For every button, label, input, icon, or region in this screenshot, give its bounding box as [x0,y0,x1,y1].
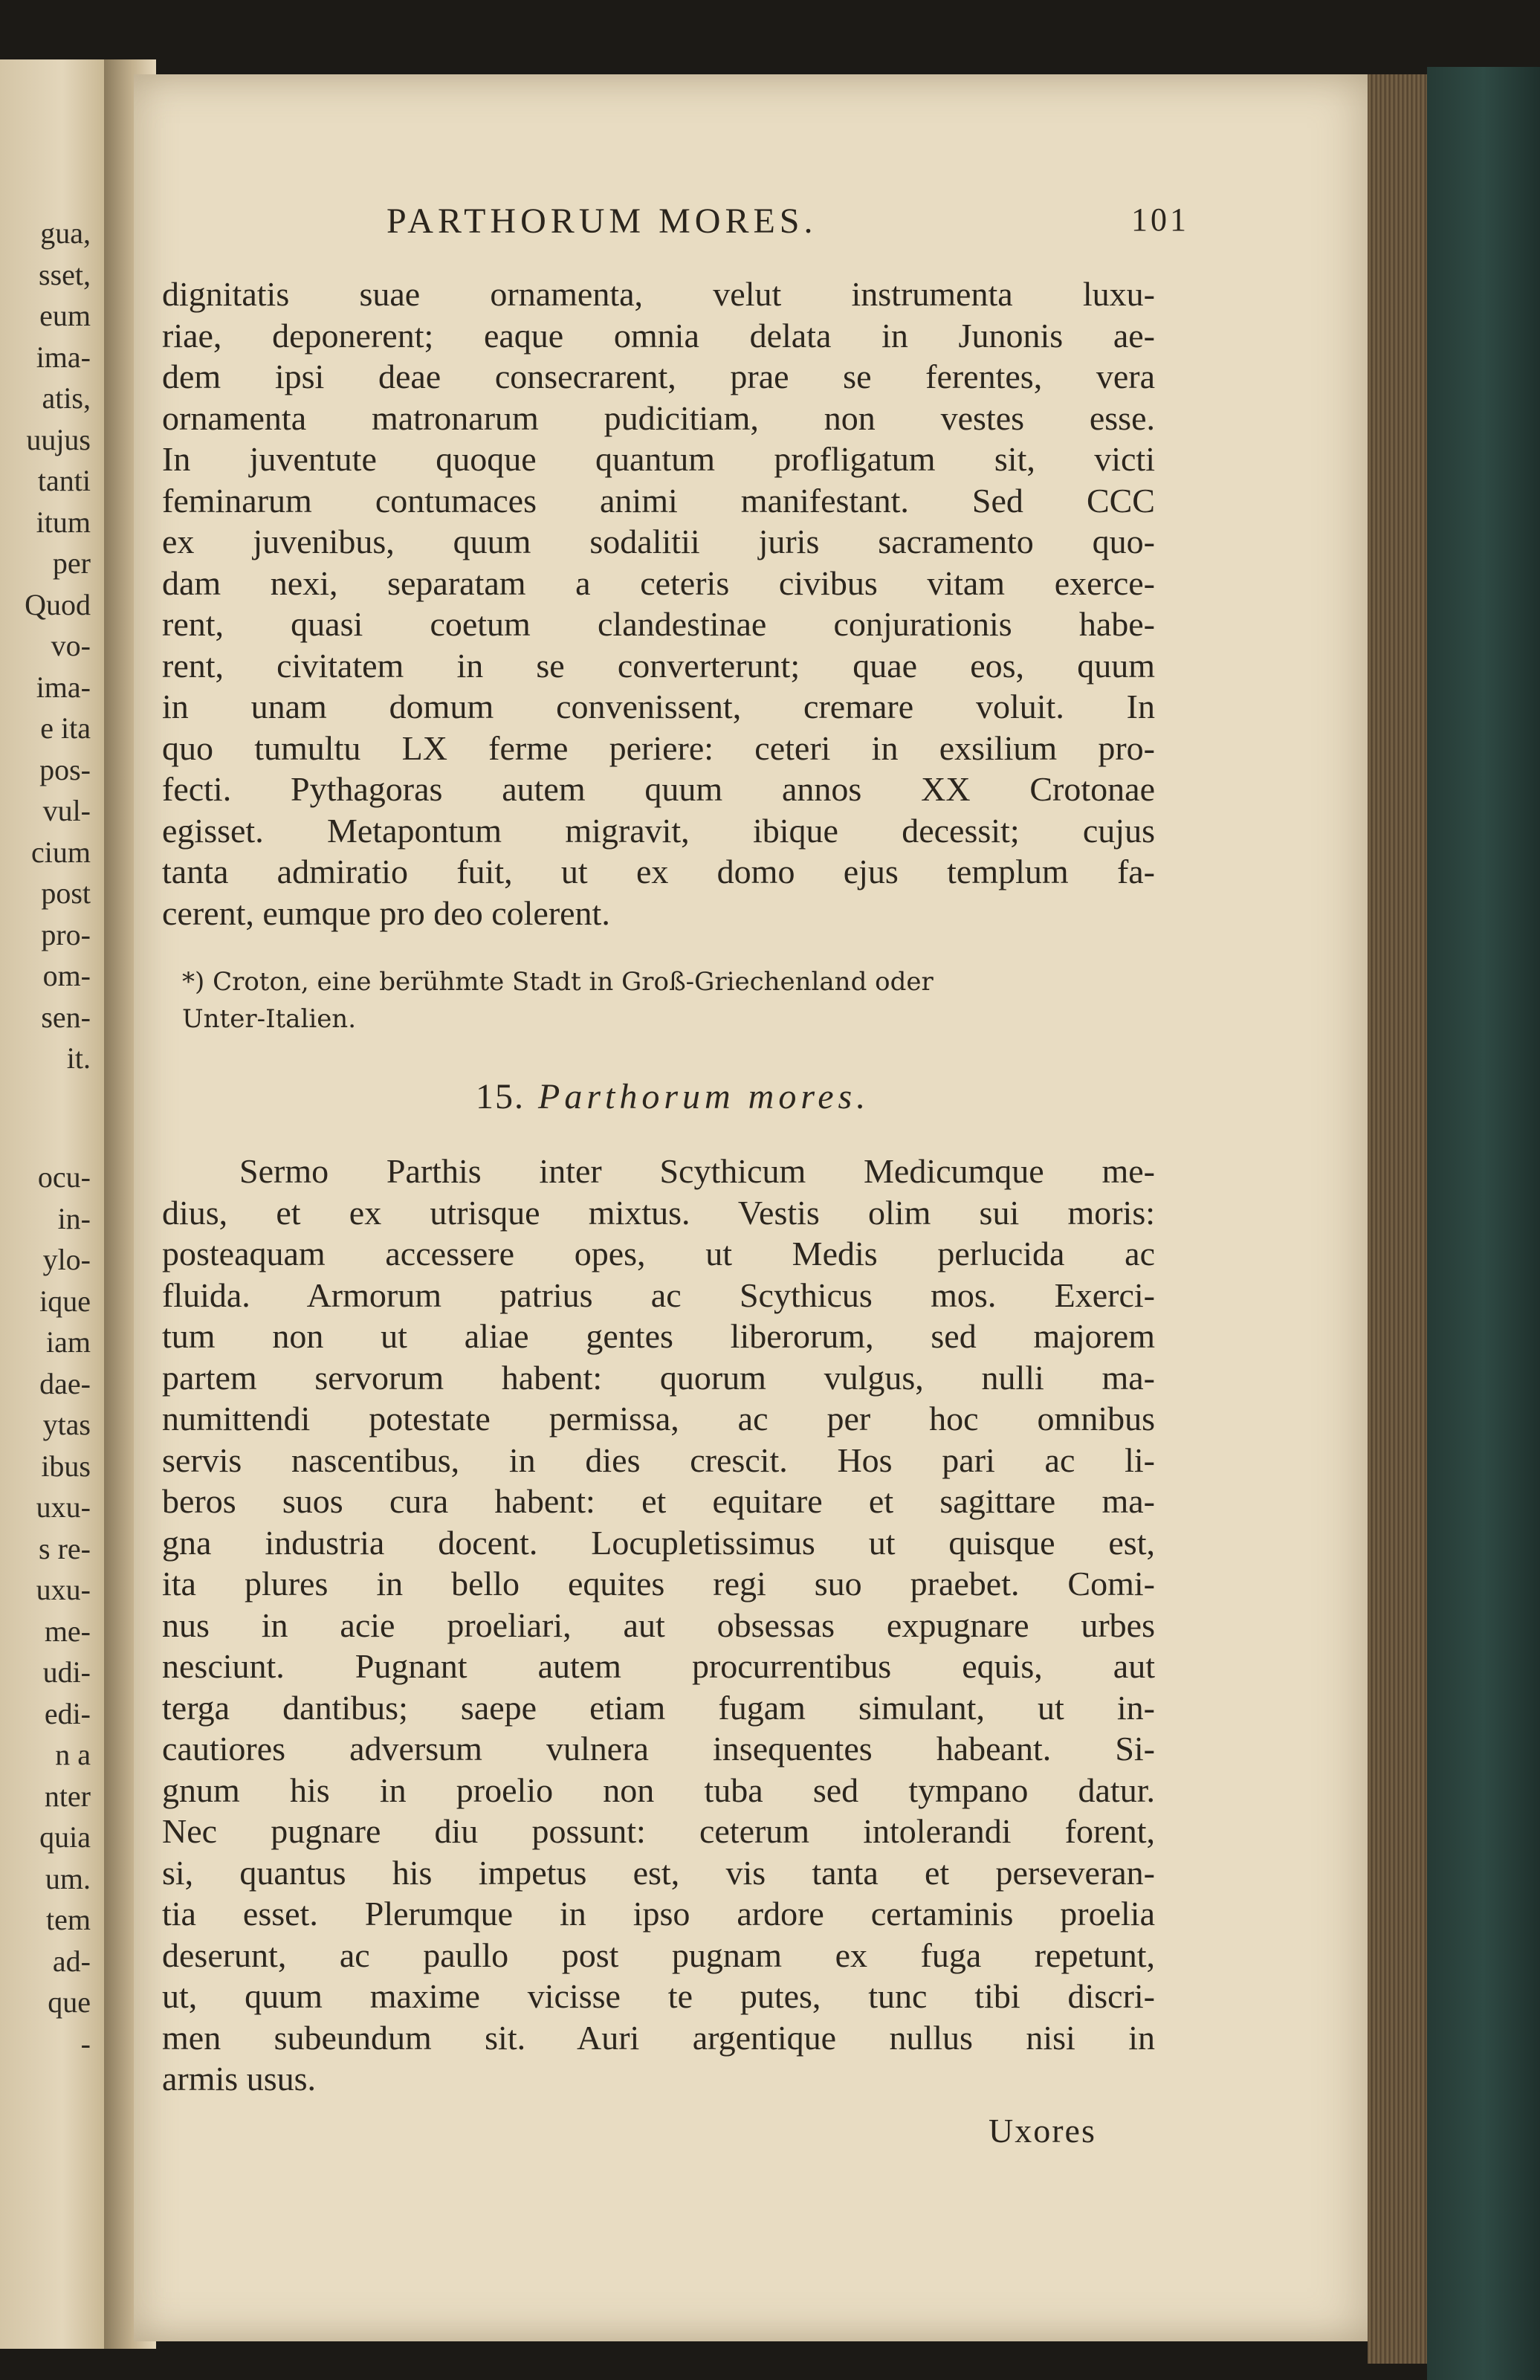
paragraph-1 [162,274,1155,934]
text-line: rent, quasi coetum clandestinae conjurationis habe- [162,605,1155,643]
left-page-fragment: s re- [39,1531,91,1565]
text-line: tum non ut aliae gentes liberorum, sed majorem [162,1317,1155,1355]
left-page-fragment: - [80,2026,91,2060]
text-line: ita plures in bello equites regi suo praebet. Comi- [162,1565,1155,1603]
text-line: ut, quum maxime vicisse te putes, tunc tibi discri- [162,1977,1155,2015]
left-page-fragment: ique [39,1284,91,1318]
text-line: cautiores adversum vulnera insequentes habeant. Si- [162,1730,1155,1768]
left-page-fragment: atis, [42,381,91,415]
text-line: posteaquam accessere opes, ut Medis perlucida ac [162,1235,1155,1273]
left-facing-page [0,59,104,2349]
page-number: 101 [1131,201,1189,238]
text-line: riae, deponerent; eaque omnia delata in Junonis ae- [162,316,1155,355]
paragraph-2 [162,1151,1155,2100]
text-line: deserunt, ac paullo post pugnam ex fuga repetunt, [162,1936,1155,1974]
left-page-fragment: uujus [26,422,91,456]
left-page-fragment: ima- [36,670,91,704]
text-line: egisset. Metapontum migravit, ibique decessit; cujus [162,811,1155,850]
left-page-fragment: sen- [41,1000,91,1034]
left-page-fragment: Quod [25,587,91,621]
text-line: ornamenta matronarum pudicitiam, non vestes esse. [162,398,1155,437]
section-number: 15. [476,1077,525,1116]
text-line: ex juvenibus, quum sodalitii juris sacramento quo- [162,523,1155,560]
text-line: fluida. Armorum patrius ac Scythicus mos. Exerci- [162,1275,1155,1314]
text-line: dius, et ex utrisque mixtus. Vestis olim sui moris: [162,1193,1155,1232]
page-edges [1368,74,1434,2364]
left-page-fragment: edi- [44,1696,91,1730]
text-line: nus in acie proeliari, aut obsessas expugnare urbes [162,1605,1155,1644]
text-line: dem ipsi deae consecrarent, prae se ferentes, vera [162,358,1155,395]
left-page-fragment: sset, [39,257,91,291]
text-line: cerent, eumque pro deo colerent. [162,893,610,932]
text-line: numittendi potestate permissa, ac per hoc omnibus [162,1400,1155,1438]
left-page-fragment: itum [36,505,91,539]
left-page-fragment: que [48,1985,91,2019]
left-page-fragment: dae- [39,1366,91,1400]
left-page-fragment: pro- [41,917,91,951]
left-page-fragment: om- [42,959,91,992]
left-page-fragment: um. [45,1861,91,1895]
left-page-fragment: nter [44,1779,91,1813]
footnote-line: Unter-Italien. [182,1004,357,1034]
left-page-fragment: ocu- [37,1160,91,1194]
text-line: dam nexi, separatam a ceteris civibus vitam exerce- [162,563,1155,602]
catchword: Uxores [989,2112,1096,2150]
left-page-fragment: ylo- [42,1243,91,1276]
left-page-fragment: cium [31,835,91,869]
text-line: quo tumultu LX ferme periere: ceteri in exsilium pro- [162,728,1155,767]
text-line: fecti. Pythagoras autem quum annos XX Crotonae [162,770,1155,808]
text-line: Nec pugnare diu possunt: ceterum intolerandi forent, [162,1812,1155,1850]
text-line: si, quantus his impetus est, vis tanta et perseveran- [162,1853,1155,1892]
section-heading [476,1076,870,1117]
text-line: nesciunt. Pugnant autem procurrentibus equis, aut [162,1647,1155,1685]
left-page-fragment: n a [55,1738,91,1771]
book-cover [1427,67,1540,2380]
text-line: dignitatis suae ornamenta, velut instrumenta luxu- [162,275,1155,313]
text-line: rent, civitatem in se converterunt; quae eos, quum [162,646,1155,685]
left-page-fragment: iam [46,1325,91,1359]
left-page-fragment: ytas [42,1408,91,1441]
left-page-fragment: gua, [40,216,91,250]
left-page-fragment: eum [39,299,91,332]
text-line: gnum his in proelio non tuba sed tympano datur. [162,1771,1155,1809]
left-page-fragment: in- [57,1201,91,1235]
left-page-fragment: ibus [41,1449,91,1483]
left-page-fragment: me- [44,1614,91,1648]
text-line: in unam domum convenissent, cremare voluit. In [162,688,1155,725]
footnote-line: *) Croton, eine berühmte Stadt in Groß-Griechenland oder [182,967,934,997]
left-page-fragment: uxu- [36,1490,91,1524]
text-line: servis nascentibus, in dies crescit. Hos pari ac li- [162,1440,1155,1479]
running-head: PARTHORUM MORES. [386,201,818,241]
left-page-fragment: ad- [52,1944,91,1978]
text-line: beros suos cura habent: et equitare et sagittare ma- [162,1482,1155,1520]
left-page-fragment: it. [66,1041,91,1075]
text-line: men subeundum sit. Auri argentique nullus nisi in [162,2018,1155,2057]
footnote [182,963,1156,1038]
text-line: terga dantibus; saepe etiam fugam simulant, ut in- [162,1688,1155,1727]
left-page-fragment: quia [39,1820,91,1854]
page-header [386,201,1189,253]
left-page-fragment: vul- [42,794,91,827]
left-page-fragment: vo- [51,629,91,662]
left-page-fragment: pos- [39,752,91,786]
left-page-fragment: e ita [40,711,91,745]
left-page-fragment: per [52,546,91,580]
left-page-fragment: uxu- [36,1573,91,1606]
left-page-fragment: tem [46,1903,91,1936]
text-line: armis usus. [162,2060,316,2098]
section-title: Parthorum mores. [538,1077,870,1116]
text-line: gna industria docent. Locupletissimus ut quisque est, [162,1523,1155,1562]
text-line: partem servorum habent: quorum vulgus, nulli ma- [162,1358,1155,1397]
text-line: tanta admiratio fuit, ut ex domo ejus templum fa- [162,853,1155,890]
left-page-fragment: post [41,876,91,910]
text-line: In juventute quoque quantum profligatum sit, victi [162,440,1155,478]
left-page-fragment: ima- [36,340,91,374]
left-page-fragment: tanti [37,464,91,497]
text-line: feminarum contumaces animi manifestant. Sed CCC [162,481,1155,520]
text-line: Sermo Parthis inter Scythicum Medicumque me- [239,1152,1155,1190]
left-page-fragment: udi- [42,1655,91,1689]
text-line: tia esset. Plerumque in ipso ardore certaminis proelia [162,1895,1155,1933]
